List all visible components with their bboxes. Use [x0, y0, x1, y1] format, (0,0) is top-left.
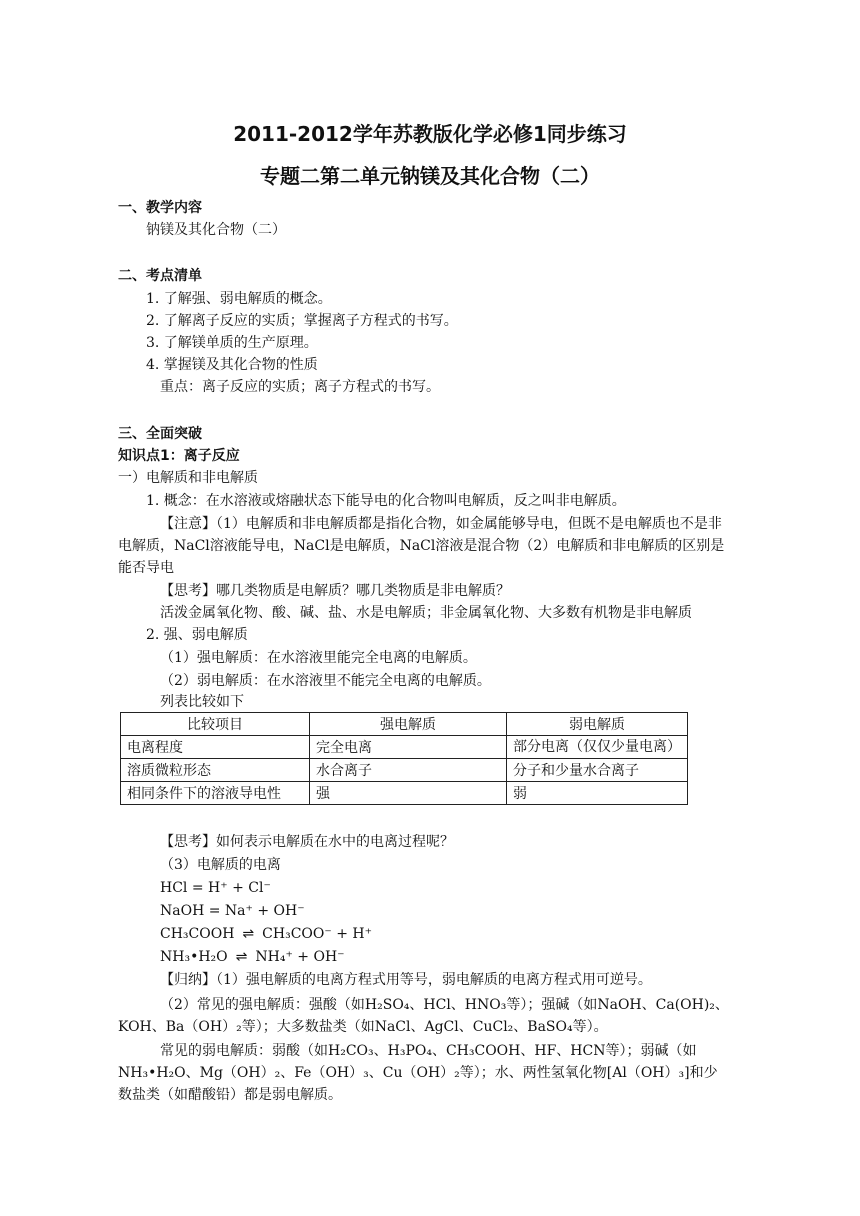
table-row	[121, 736, 688, 759]
equation-left: NH₃•H₂O	[160, 949, 228, 965]
document-title: 2011-2012学年苏教版化学必修1同步练习	[233, 122, 627, 146]
equation-hcl: HCl = H⁺ + Cl⁻	[160, 880, 271, 896]
subsection-title: 2. 强、弱电解质	[146, 627, 248, 643]
equation-left: CH₃COOH	[160, 926, 235, 942]
knowledge-point-title: 知识点1：离子反应	[118, 448, 240, 464]
think-question: 【思考】如何表示电解质在水中的电离过程呢？	[160, 834, 454, 850]
table-cell: 电离程度	[121, 736, 310, 759]
table-cell: 分子和少量水合离子	[507, 759, 688, 782]
table-header-cell: 比较项目	[121, 713, 310, 736]
table-cell: 弱	[507, 782, 688, 805]
table-cell: 溶质微粒形态	[121, 759, 310, 782]
table-header-cell: 弱电解质	[507, 713, 688, 736]
equation-right: NH₄⁺ + OH⁻	[255, 949, 345, 965]
comparison-table	[120, 712, 688, 805]
section-heading-2: 二、考点清单	[118, 268, 202, 284]
equation-naoh: NaOH = Na⁺ + OH⁻	[160, 903, 305, 919]
common-strong-paragraph: （2）常见的强电解质：强酸（如H₂SO₄、HCl、HNO₃等）；强碱（如NaOH、Ca(OH)₂、KOH、Ba（OH）₂等）；大多数盐类（如NaCl、AgCl、CuCl₂、BaSO₄等）。	[118, 997, 729, 1035]
subsection-title: （3）电解质的电离	[160, 857, 281, 873]
think-question: 【思考】哪几类物质是电解质？哪几类物质是非电解质？	[160, 583, 510, 599]
note-paragraph: 【注意】（1）电解质和非电解质都是指化合物，如金属能够导电，但既不是电解质也不是非电解质，NaCl溶液能导电，NaCl是电解质，NaCl溶液是混合物（2）电解质和非电解质的区别是能否导电	[118, 516, 725, 576]
table-row	[121, 759, 688, 782]
table-cell: 相同条件下的溶液导电性	[121, 782, 310, 805]
reversible-arrow-icon: ⇌	[235, 949, 248, 965]
think-answer: 活泼金属氧化物、酸、碱、盐、水是电解质；非金属氧化物、大多数有机物是非电解质	[160, 605, 692, 621]
table-row	[121, 782, 688, 805]
list-item: 1. 了解强、弱电解质的概念。	[146, 291, 332, 307]
concept-text: 1. 概念：在水溶液或熔融状态下能导电的化合物叫电解质，反之叫非电解质。	[146, 493, 626, 509]
summary-text: 【归纳】（1）强电解质的电离方程式用等号，弱电解质的电离方程式用可逆号。	[160, 972, 652, 988]
list-item: 3. 了解镁单质的生产原理。	[146, 335, 318, 351]
equation-right: CH₃COO⁻ + H⁺	[262, 926, 372, 942]
table-header-row	[121, 713, 688, 736]
table-cell: 部分电离（仅仅少量电离）	[507, 736, 688, 759]
key-point: 重点：离子反应的实质；离子方程式的书写。	[160, 379, 440, 395]
list-item: 4. 掌握镁及其化合物的性质	[146, 357, 318, 373]
section-heading-3: 三、全面突破	[118, 426, 202, 442]
table-cell: 完全电离	[310, 736, 507, 759]
table-header-cell: 强电解质	[310, 713, 507, 736]
table-cell: 水合离子	[310, 759, 507, 782]
common-weak-paragraph: 常见的弱电解质：弱酸（如H₂CO₃、H₃PO₄、CH₃COOH、HF、HCN等）；弱碱（如NH₃•H₂O、Mg（OH）₂、Fe（OH）₃、Cu（OH）₂等）；水、两性氢氧化物[Al（OH）₃]和少数盐类（如醋酸铅）都是弱电解质。	[118, 1043, 718, 1103]
list-item: 2. 了解离子反应的实质；掌握离子方程式的书写。	[146, 313, 458, 329]
reversible-arrow-icon: ⇌	[242, 926, 255, 942]
document-subtitle: 专题二第二单元钠镁及其化合物（二）	[260, 164, 600, 188]
equation-ammonia	[160, 947, 345, 967]
table-cell: 强	[310, 782, 507, 805]
table-intro: 列表比较如下	[160, 694, 244, 710]
subsection-title: 一）电解质和非电解质	[118, 470, 258, 486]
weak-definition: （2）弱电解质：在水溶液里不能完全电离的电解质。	[160, 673, 491, 689]
strong-definition: （1）强电解质：在水溶液里能完全电离的电解质。	[160, 650, 477, 666]
section-content-1: 钠镁及其化合物（二）	[146, 222, 286, 238]
equation-acetic-acid	[160, 924, 372, 944]
section-heading-1: 一、教学内容	[118, 200, 202, 216]
